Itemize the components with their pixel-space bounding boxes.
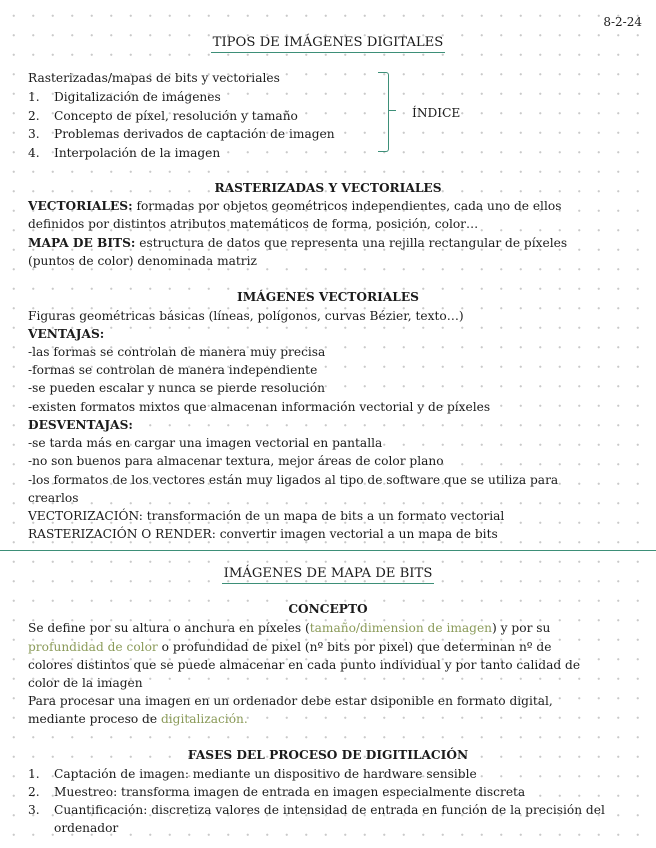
concept-line: mediante proceso de digitalización. <box>28 712 248 726</box>
def-mapa-bits-cont: (puntos de color) denominada matriz <box>28 254 257 268</box>
phase-item: 2. Muestreo: transforma imagen de entrada en imagen especialmente discreta <box>28 785 526 799</box>
disadvantage-item: -los formatos de los vectores están muy ligados al tipo de software que se utiliza para <box>28 473 559 487</box>
phases-heading: FASES DEL PROCESO DE DIGITILACIÓN <box>187 748 469 762</box>
advantages-title: VENTAJAS: <box>28 327 105 341</box>
disadvantages-title: DESVENTAJAS: <box>28 418 133 432</box>
vectorization-def: VECTORIZACIÓN: transformación de un mapa de bits a un formato vectorial <box>28 509 505 523</box>
page-title: TIPOS DE IMÁGENES DIGITALES <box>0 34 656 52</box>
concept-line: Para procesar una imagen en un ordenador debe estar dsiponible en formato digital, <box>28 694 553 708</box>
concept-line: color de la imagen <box>28 676 143 690</box>
concept-heading: CONCEPTO <box>288 602 368 616</box>
index-item: 4. Interpolación de la imagen <box>28 146 221 160</box>
concept-line: profundidad de color o profundidad de pixel (nº bits por pixel) que determinan nº de <box>28 640 552 654</box>
advantage-item: -formas se controlan de manera independiente <box>28 363 318 377</box>
index-item: 3. Problemas derivados de captación de imagen <box>28 127 335 141</box>
def-mapa-bits: MAPA DE BITS: estructura de datos que representa una rejilla rectangular de píxeles <box>28 236 568 250</box>
index-item: 1. Digitalización de imágenes <box>28 90 221 104</box>
vector-intro: Figuras geométricas básicas (líneas, polígonos, curvas Bézier, texto…) <box>28 309 464 323</box>
section-divider <box>0 550 656 551</box>
disadvantage-item: -se tarda más en cargar una imagen vectorial en pantalla <box>28 436 383 450</box>
section-heading-vectoriales: IMÁGENES VECTORIALES <box>237 290 419 304</box>
rasterization-def: RASTERIZACIÓN O RENDER: convertir imagen vectorial a un mapa de bits <box>28 527 498 541</box>
disadvantage-item: crearlos <box>28 491 79 505</box>
phase-item: 3. Cuantificación: discretiza valores de intensidad de entrada en función de la precisión del <box>28 803 605 817</box>
concept-line: colores distintos que se puede almacenar en cada punto individual y por tanto calidad de <box>28 658 581 672</box>
index-brace <box>378 72 389 152</box>
index-item: 2. Concepto de píxel, resolución y tamaño <box>28 109 298 123</box>
bitmap-title: IMÁGENES DE MAPA DE BITS <box>0 565 656 583</box>
advantage-item: -las formas se controlan de manera muy precisa <box>28 345 326 359</box>
advantage-item: -se pueden escalar y nunca se pierde resolución <box>28 381 326 395</box>
index-brace-tip <box>389 110 396 111</box>
phase-item-cont: ordenador <box>54 821 119 835</box>
date: 8-2-24 <box>603 15 642 29</box>
index-intro: Rasterizadas/mapas de bits y vectoriales <box>28 71 280 85</box>
phase-item: 1. Captación de imagen: mediante un dispositivo de hardware sensible <box>28 767 477 781</box>
disadvantage-item: -no son buenos para almacenar textura, mejor áreas de color plano <box>28 454 444 468</box>
section-heading-raster-vector: RASTERIZADAS Y VECTORIALES <box>214 181 442 195</box>
concept-line: Se define por su altura o anchura en píxeles (tamaño/dimension de imagen) y por su <box>28 621 551 635</box>
advantage-item: -existen formatos mixtos que almacenan información vectorial y de píxeles <box>28 400 491 414</box>
index-label: ÍNDICE <box>412 106 461 120</box>
def-vectoriales: VECTORIALES: formadas por objetos geométricos independientes, cada uno de ellos <box>28 199 562 213</box>
def-vectoriales-cont: definidos por distintos atributos matemáticos de forma, posición, color… <box>28 217 479 231</box>
